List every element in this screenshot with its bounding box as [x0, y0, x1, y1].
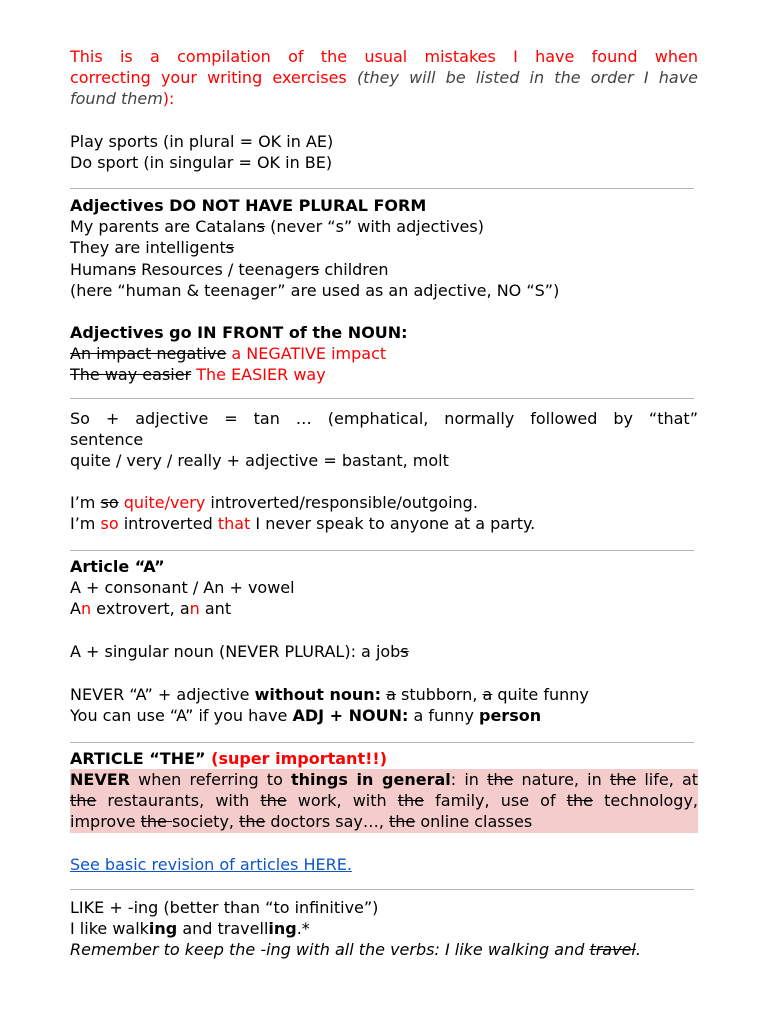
text-run: the: [70, 791, 97, 811]
text-line: [70, 408, 698, 429]
text-run: when referring to: [129, 770, 292, 789]
text-run: Adjectives DO NOT HAVE PLURAL FORM: [70, 196, 427, 215]
text-run: s: [127, 259, 137, 279]
text-run: s: [310, 259, 320, 279]
text-run: They are intelligent: [70, 238, 226, 258]
text-run: things in general: [291, 770, 451, 789]
text-run: n: [80, 599, 92, 619]
text-run: (super important!!): [211, 749, 387, 768]
text-run: The EASIER way: [191, 365, 326, 385]
text-line: [70, 280, 698, 301]
text-run: found them: [70, 89, 163, 109]
text-run: without noun:: [254, 685, 382, 704]
text-run: the: [397, 791, 425, 811]
text-run: s: [256, 217, 265, 237]
adjectives-plural-section: [70, 195, 698, 301]
text-run: the: [389, 812, 416, 832]
text-run: life, at: [636, 770, 699, 789]
text-line: [70, 577, 698, 598]
text-run: nature, in: [513, 770, 610, 789]
text-run: doctors say…,: [265, 812, 390, 832]
text-line: [70, 216, 698, 237]
text-run: the: [140, 812, 172, 832]
text-run: that: [217, 514, 251, 534]
divider: [70, 398, 694, 399]
text-run: the: [260, 791, 287, 811]
text-line: [70, 492, 698, 513]
so-quite-section: [70, 408, 698, 472]
text-run: A: [70, 599, 81, 619]
text-run: the: [609, 770, 637, 789]
text-run: (they will be listed in the order I have: [356, 68, 698, 88]
so-examples: [70, 492, 698, 534]
divider: [70, 742, 694, 743]
text-run: technology,: [592, 791, 699, 811]
text-run: : in: [450, 770, 488, 789]
text-run: ing: [268, 919, 297, 939]
text-run: a NEGATIVE impact: [226, 344, 387, 364]
text-run: I’m: [70, 493, 101, 512]
text-line: [70, 684, 698, 705]
text-line: [70, 556, 698, 577]
article-a-section: [70, 556, 698, 620]
text-run: I never speak to anyone at a party.: [250, 514, 536, 534]
text-line: [70, 705, 698, 726]
text-line: [70, 364, 698, 385]
text-line: [70, 513, 698, 534]
text-run: Remember to keep the -ing with all the verbs: I like walking and: [70, 940, 590, 960]
text-run: correcting your writing exercises: [70, 68, 357, 88]
text-run: a: [482, 685, 493, 704]
text-run: Play sports (in plural = OK in AE): [70, 132, 334, 151]
text-run: I’m: [70, 514, 101, 534]
text-run: quite / very / really + adjective = bastant, molt: [70, 451, 449, 471]
text-run: Human: [70, 259, 128, 279]
text-run: Do sport (in singular = OK in BE): [70, 153, 333, 173]
text-run: online classes: [415, 812, 533, 832]
text-line: [70, 939, 698, 960]
text-run: n: [189, 599, 200, 619]
text-line: [70, 152, 698, 173]
text-run: restaurants, with: [96, 791, 261, 811]
text-run: s: [225, 238, 235, 258]
text-run: This is a compilation of the usual mistakes I have found when: [70, 47, 698, 66]
text-line: [70, 769, 698, 790]
text-run: person: [479, 706, 542, 726]
text-run: and travell: [177, 919, 269, 939]
text-run: ant: [199, 599, 232, 619]
text-run: improve: [70, 812, 141, 832]
text-line: [70, 450, 698, 471]
text-run: travel: [589, 940, 636, 960]
text-line: [70, 641, 698, 662]
text-run: so: [100, 493, 119, 512]
text-run: LIKE + -ing (better than “to infinitive”): [70, 898, 379, 917]
text-line: [70, 46, 698, 67]
text-run: ):: [162, 89, 175, 109]
text-run: society,: [171, 812, 240, 832]
revision-link-row: [70, 854, 698, 875]
text-run: the: [566, 791, 593, 811]
like-ing-section: [70, 897, 698, 961]
text-run: sentence: [70, 430, 144, 450]
text-run: My parents are Catalan: [70, 217, 257, 237]
text-run: A + singular noun (NEVER PLURAL): a job: [70, 642, 401, 661]
text-run: quite funny: [492, 685, 589, 704]
text-run: introverted/responsible/outgoing.: [205, 493, 478, 512]
text-line: [70, 811, 698, 832]
text-line: [70, 322, 698, 343]
text-run: so: [100, 514, 119, 534]
text-run: introverted: [118, 514, 218, 534]
text-run: Resources / teenager: [136, 259, 311, 279]
text-line: [70, 790, 698, 811]
text-line: [70, 429, 698, 450]
text-line: [70, 67, 698, 88]
text-run: An impact negative: [70, 344, 227, 364]
divider: [70, 550, 694, 551]
text-run: extrovert, a: [91, 599, 190, 619]
text-run: ADJ + NOUN:: [292, 706, 409, 726]
article-the-highlight: [70, 769, 698, 833]
text-run: NEVER: [70, 770, 130, 789]
article-a-singular: [70, 641, 698, 662]
text-line: [70, 343, 698, 364]
text-run: NEVER “A” + adjective: [70, 685, 255, 704]
text-run: Article “A”: [70, 557, 165, 576]
text-run: quite/very: [123, 493, 206, 512]
text-run: .: [635, 940, 641, 960]
sport-note: [70, 131, 698, 173]
text-run: ARTICLE “THE”: [70, 749, 212, 768]
divider: [70, 188, 694, 189]
text-run: So + adjective = tan … (emphatical, normally followed by “that”: [70, 409, 698, 428]
text-run: (never “s” with adjectives): [264, 217, 484, 237]
text-run: ing: [148, 919, 178, 939]
text-run: A + consonant / An + vowel: [70, 578, 295, 598]
text-run: a: [386, 685, 396, 704]
adjectives-order-section: [70, 322, 698, 386]
intro-paragraph: [70, 46, 698, 110]
text-run: You can use “A” if you have: [70, 706, 293, 726]
text-run: a funny: [408, 706, 479, 726]
text-line: [70, 195, 698, 216]
text-run: children: [319, 259, 389, 279]
article-the-heading: [70, 748, 698, 769]
text-run: the: [487, 770, 514, 789]
text-run: family, use of: [424, 791, 567, 811]
text-line: [70, 88, 698, 109]
text-line: [70, 918, 698, 939]
text-run: I like walk: [70, 919, 149, 939]
text-run: work, with: [286, 791, 398, 811]
text-run: Adjectives go IN FRONT of the NOUN:: [70, 323, 408, 342]
text-run: The way easier: [70, 365, 192, 385]
text-line: [70, 259, 698, 280]
text-run: the: [239, 812, 266, 832]
text-line: [70, 131, 698, 152]
articles-revision-link[interactable]: See basic revision of articles HERE.: [70, 855, 352, 874]
text-run: s: [400, 642, 409, 661]
divider: [70, 889, 694, 890]
text-line: [70, 897, 698, 918]
article-a-adjective: [70, 684, 698, 726]
text-run: stubborn,: [395, 685, 483, 704]
text-line: [70, 748, 698, 769]
text-line: [70, 237, 698, 258]
text-run: .*: [296, 919, 310, 939]
text-run: (here “human & teenager” are used as an adjective, NO “S”): [70, 280, 560, 300]
text-line: [70, 598, 698, 619]
